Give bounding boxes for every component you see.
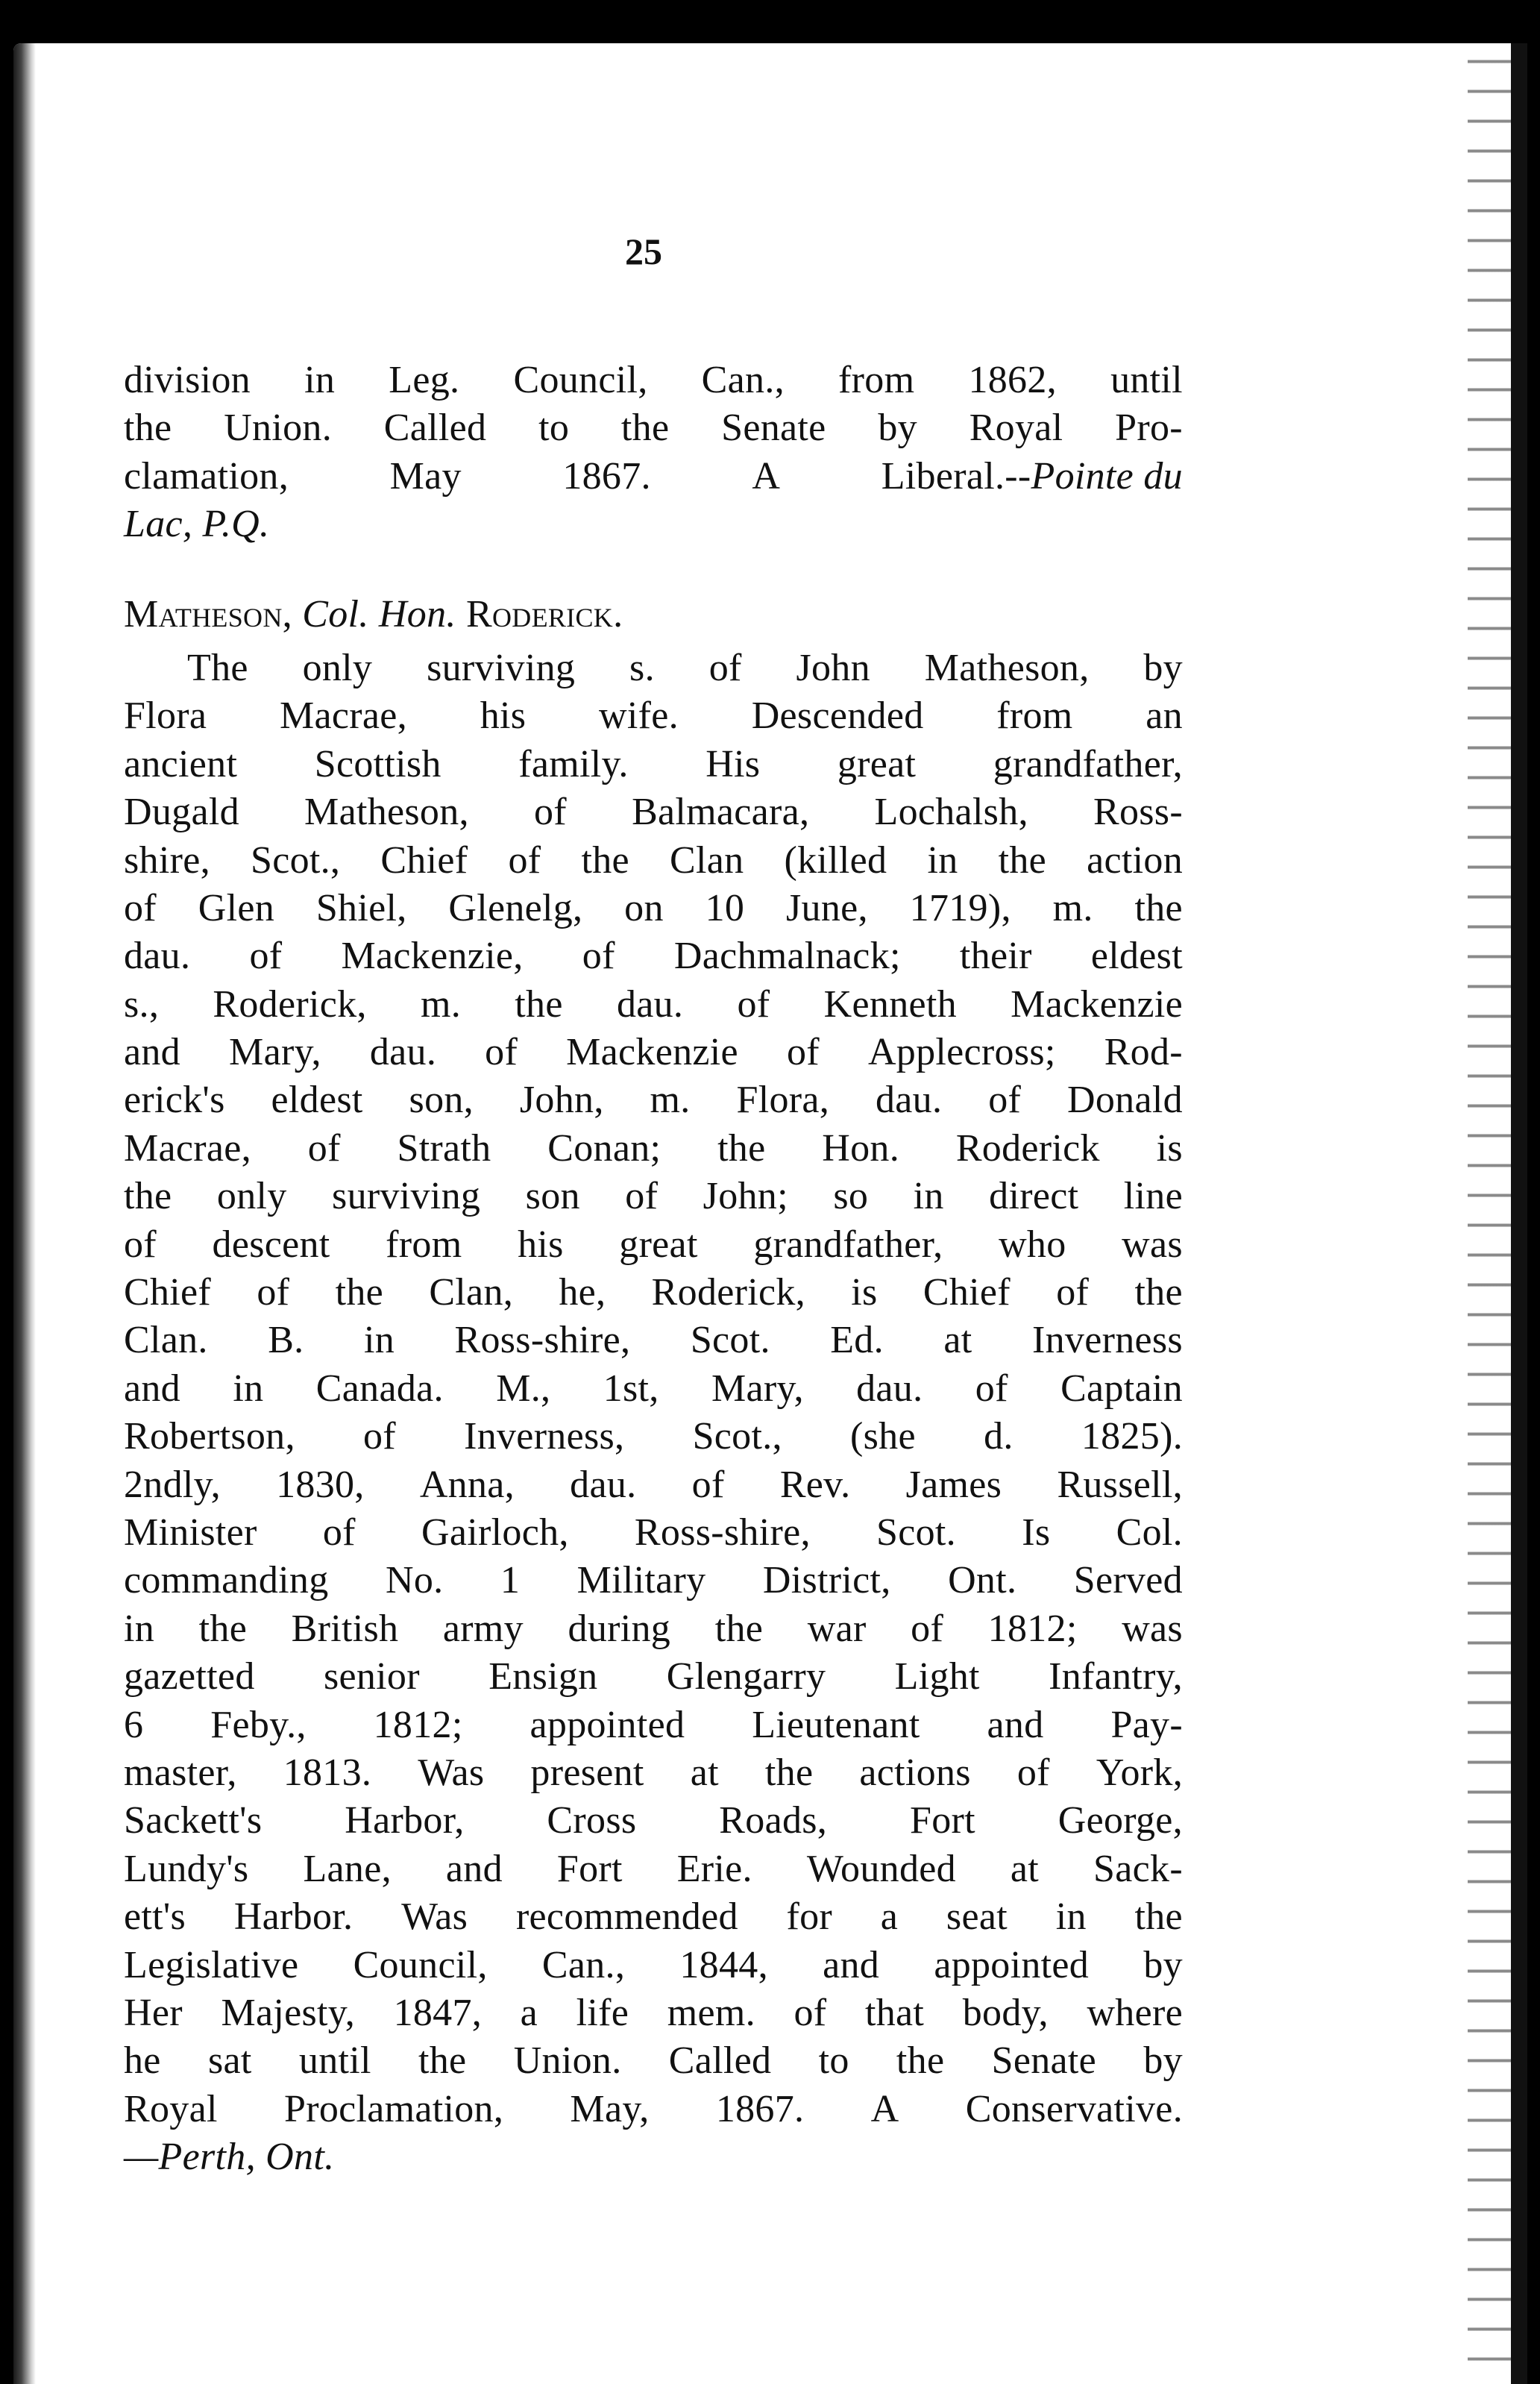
heading-given: Roderick. bbox=[466, 592, 623, 636]
text-line: of Glen Shiel, Glenelg, on 10 June, 1719), m. the bbox=[124, 886, 1183, 929]
text-line bbox=[124, 2133, 1183, 2181]
text-line: Sackett's Harbor, Cross Roads, Fort George, bbox=[124, 1799, 1183, 1842]
text-line: Macrae, of Strath Conan; the Hon. Roderick is bbox=[124, 1126, 1183, 1170]
text-line: Chief of the Clan, he, Roderick, is Chief of the bbox=[124, 1271, 1183, 1314]
text-line: s., Roderick, m. the dau. of Kenneth Mackenzie bbox=[124, 982, 1183, 1026]
text-line: ancient Scottish family. His great grandfather, bbox=[124, 742, 1183, 785]
text-line: gazetted senior Ensign Glengarry Light Infantry, bbox=[124, 1655, 1183, 1698]
text-line: Lundy's Lane, and Fort Erie. Wounded at Sack- bbox=[124, 1847, 1183, 1890]
text-line: of descent from his great grandfather, who was bbox=[124, 1223, 1183, 1266]
text-line: Legislative Council, Can., 1844, and appointed by bbox=[124, 1943, 1183, 1986]
text-line: the only surviving son of John; so in direct line bbox=[124, 1175, 1183, 1218]
text-line: Dugald Matheson, of Balmacara, Lochalsh, Ross- bbox=[124, 791, 1183, 834]
text-line: 2ndly, 1830, Anna, dau. of Rev. James Russell, bbox=[124, 1463, 1183, 1506]
text-line: Robertson, of Inverness, Scot., (she d. 1825). bbox=[124, 1415, 1183, 1458]
text-line: he sat until the Union. Called to the Senate by bbox=[124, 2039, 1183, 2083]
text-line: Clan. B. in Ross-shire, Scot. Ed. at Inverness bbox=[124, 1319, 1183, 1362]
text-line: and Mary, dau. of Mackenzie of Applecross; Rod- bbox=[124, 1031, 1183, 1074]
entry-heading bbox=[124, 591, 1183, 639]
text-line: ett's Harbor. Was recommended for a seat in the bbox=[124, 1895, 1183, 1939]
scan-spine-shadow bbox=[13, 43, 36, 2384]
page bbox=[13, 43, 1527, 2384]
place-pointe-du: Pointe du bbox=[1031, 454, 1183, 498]
text-line: Flora Macrae, his wife. Descended from an bbox=[124, 694, 1183, 738]
text-line: the Union. Called to the Senate by Royal Pro- bbox=[124, 407, 1183, 450]
text-line: and in Canada. M., 1st, Mary, dau. of Captain bbox=[124, 1367, 1183, 1410]
text-line: in the British army during the war of 1812; was bbox=[124, 1607, 1183, 1650]
text-line: dau. of Mackenzie, of Dachmalnack; their eldest bbox=[124, 935, 1183, 978]
text-line: erick's eldest son, John, m. Flora, dau. of Donald bbox=[124, 1079, 1183, 1122]
body-text bbox=[124, 357, 1183, 2181]
text-line: 6 Feby., 1812; appointed Lieutenant and Pay- bbox=[124, 1703, 1183, 1746]
text-line: master, 1813. Was present at the actions of York, bbox=[124, 1751, 1183, 1794]
text-line: shire, Scot., Chief of the Clan (killed in the action bbox=[124, 838, 1183, 882]
text-line: commanding No. 1 Military District, Ont. Served bbox=[124, 1559, 1183, 1602]
heading-col: Col. bbox=[302, 592, 369, 636]
text-line: The only surviving s. of John Matheson, by bbox=[187, 646, 1183, 689]
text-line: Minister of Gairloch, Ross-shire, Scot. Is Col. bbox=[124, 1511, 1183, 1554]
text-line: division in Leg. Council, Can., from 1862, until bbox=[124, 359, 1183, 401]
heading-surname: Matheson, bbox=[124, 592, 292, 636]
place-pq: P.Q. bbox=[202, 503, 270, 546]
text-line: clamation, May 1867. A Liberal.--Pointe du bbox=[124, 454, 1183, 498]
text-line: Her Majesty, 1847, a life mem. of that body, where bbox=[124, 1991, 1183, 2034]
scan-page-edge-dark bbox=[1511, 43, 1527, 2384]
heading-hon: Hon. bbox=[378, 592, 456, 636]
page-number: 25 bbox=[625, 230, 662, 272]
text-line: Royal Proclamation, May, 1867. A Conservative. bbox=[124, 2087, 1183, 2130]
place-perth: —Perth, Ont. bbox=[124, 2136, 335, 2179]
text-line: Lac, P.Q. bbox=[124, 503, 270, 546]
